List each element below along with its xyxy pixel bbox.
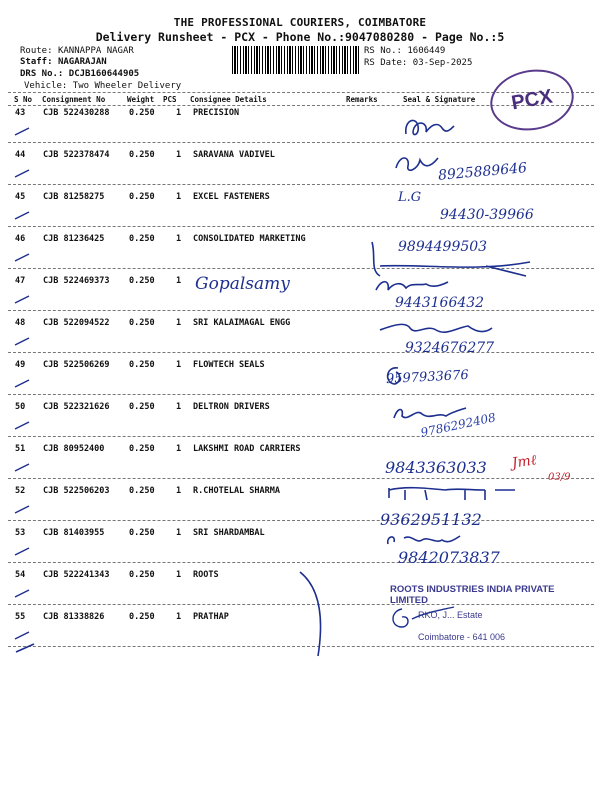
row-sno: 55	[15, 612, 26, 622]
signature-mark-44	[392, 150, 442, 176]
row-consignee: LAKSHMI ROAD CARRIERS	[193, 444, 301, 454]
row-consignee: SARAVANA VADIVEL	[193, 150, 275, 160]
runsheet-subtitle: Delivery Runsheet - PCX - Phone No.:9047080280 - Page No.:5	[95, 30, 505, 44]
row-sno: 47	[15, 276, 26, 286]
signature-mark-48	[376, 320, 496, 342]
tick-mark-bottom	[14, 640, 36, 654]
phone-handwritten-50: 9786292408	[419, 410, 497, 440]
delivery-tick-mark	[14, 294, 30, 304]
row-weight: 0.250	[129, 234, 155, 244]
delivery-tick-mark	[14, 420, 30, 430]
table-row	[0, 528, 600, 570]
row-sno: 45	[15, 192, 26, 202]
row-consignee: FLOWTECH SEALS	[193, 360, 265, 370]
drs-value: DCJB160644905	[68, 69, 140, 79]
vehicle-value: Two Wheeler Delivery	[72, 81, 182, 91]
row-pcs: 1	[176, 360, 182, 370]
col-pcs: PCS	[163, 95, 177, 104]
phone-handwritten-49: 9597933676	[385, 367, 470, 388]
table-row	[0, 276, 600, 318]
row-consignment-no: CJB 522241343	[43, 570, 110, 580]
row-consignee: SRI KALAIMAGAL ENGG	[193, 318, 291, 328]
staff-line: Staff: NAGARAJAN	[20, 57, 107, 67]
red-date-51: 03/9	[548, 472, 571, 483]
rs-no-line: RS No.: 1606449	[364, 46, 446, 56]
row-separator	[8, 310, 594, 311]
row-sno: 49	[15, 360, 26, 370]
row-weight: 0.250	[129, 150, 155, 160]
row-pcs: 1	[176, 612, 182, 622]
col-consignment: Consignment No	[42, 95, 106, 104]
phone-handwritten-45: 94430-39966	[440, 207, 534, 223]
rs-date-line: RS Date: 03-Sep-2025	[364, 58, 473, 68]
delivery-tick-mark	[14, 168, 30, 178]
route-value: KANNAPPA NAGAR	[57, 46, 134, 56]
row-weight: 0.250	[129, 318, 155, 328]
table-row	[0, 318, 600, 360]
signature-mark-45: L.G	[398, 190, 422, 205]
row-separator	[8, 520, 594, 521]
row-pcs: 1	[176, 276, 182, 286]
row-consignee: EXCEL FASTENERS	[193, 192, 270, 202]
route-line: Route: KANNAPPA NAGAR	[20, 46, 134, 56]
company-title: THE PROFESSIONAL COURIERS, COIMBATORE	[173, 16, 427, 29]
delivery-tick-mark	[14, 378, 30, 388]
row-separator	[8, 478, 594, 479]
pcx-stamp: PCX	[485, 63, 578, 137]
row-consignment-no: CJB 81338826	[43, 612, 105, 622]
row-sno: 53	[15, 528, 26, 538]
row-pcs: 1	[176, 444, 182, 454]
row-separator	[8, 352, 594, 353]
row-pcs: 1	[176, 192, 182, 202]
row-weight: 0.250	[129, 360, 155, 370]
brace-mark	[290, 568, 340, 658]
row-pcs: 1	[176, 234, 182, 244]
row-sno: 43	[15, 108, 26, 118]
row-consignment-no: CJB 522506269	[43, 360, 110, 370]
col-remarks: Remarks	[346, 95, 378, 104]
row-weight: 0.250	[129, 192, 155, 202]
row-pcs: 1	[176, 318, 182, 328]
row-separator	[8, 184, 594, 185]
col-sno: S No	[14, 95, 33, 104]
table-row	[0, 444, 600, 486]
staff-value: NAGARAJAN	[57, 57, 107, 67]
row-consignee: R.CHOTELAL SHARMA	[193, 486, 280, 496]
row-consignment-no: CJB 522321626	[43, 402, 110, 412]
delivery-tick-mark	[14, 210, 30, 220]
roots-signature	[388, 605, 458, 631]
row-pcs: 1	[176, 402, 182, 412]
phone-handwritten-54: 9842073837	[398, 548, 500, 567]
row-consignee: SRI SHARDAMBAL	[193, 528, 265, 538]
delivery-tick-mark	[14, 546, 30, 556]
row-pcs: 1	[176, 570, 182, 580]
row-separator	[8, 142, 594, 143]
roots-stamp-line2: RKO, J... Estate	[418, 610, 483, 620]
row-pcs: 1	[176, 108, 182, 118]
row-weight: 0.250	[129, 108, 155, 118]
roots-stamp-line1: ROOTS INDUSTRIES INDIA PRIVATE LIMITED	[390, 584, 555, 606]
delivery-tick-mark	[14, 462, 30, 472]
vehicle-line: Vehicle: Two Wheeler Delivery	[24, 81, 182, 91]
row-weight: 0.250	[129, 486, 155, 496]
row-consignee: ROOTS	[193, 570, 219, 580]
row-consignment-no: CJB 522469373	[43, 276, 110, 286]
delivery-tick-mark	[14, 336, 30, 346]
row-consignment-no: CJB 81403955	[43, 528, 105, 538]
row-consignment-no: CJB 522430288	[43, 108, 110, 118]
row-consignee: PRECISION	[193, 108, 240, 118]
delivery-tick-mark	[14, 504, 30, 514]
delivery-tick-mark	[14, 588, 30, 598]
row-sno: 50	[15, 402, 26, 412]
row-weight: 0.250	[129, 570, 155, 580]
rs-no-value: 1606449	[407, 46, 446, 56]
row-weight: 0.250	[129, 444, 155, 454]
col-weight: Weight	[127, 95, 155, 104]
handwritten-consignee-name: Gopalsamy	[195, 274, 290, 294]
row-separator	[8, 394, 594, 395]
row-sno: 46	[15, 234, 26, 244]
red-signature-51: Jmℓ	[510, 452, 538, 472]
phone-handwritten-44: 8925889646	[437, 160, 528, 184]
row-consignment-no: CJB 81258275	[43, 192, 105, 202]
row-consignee: PRATHAP	[193, 612, 229, 622]
row-weight: 0.250	[129, 402, 155, 412]
delivery-tick-mark	[14, 630, 30, 640]
row-pcs: 1	[176, 486, 182, 496]
table-row	[0, 402, 600, 444]
phone-handwritten-47: 9443166432	[395, 295, 485, 311]
roots-stamp-line3: Coimbatore - 641 006	[418, 632, 506, 642]
delivery-tick-mark	[14, 252, 30, 262]
row-sno: 44	[15, 150, 26, 160]
delivery-tick-mark	[14, 126, 30, 136]
row-weight: 0.250	[129, 612, 155, 622]
row-consignment-no: CJB 81236425	[43, 234, 105, 244]
row-consignment-no: CJB 522378474	[43, 150, 110, 160]
signature-mark-43	[398, 112, 458, 144]
table-row	[0, 360, 600, 402]
row-consignment-no: CJB 522506203	[43, 486, 110, 496]
row-separator	[8, 436, 594, 437]
col-consignee: Consignee Details	[190, 95, 267, 104]
row-pcs: 1	[176, 528, 182, 538]
phone-handwritten-46: 9894499503	[398, 239, 488, 255]
barcode-image	[232, 46, 359, 74]
row-sno: 54	[15, 570, 26, 580]
row-weight: 0.250	[129, 528, 155, 538]
signature-mark-52	[385, 484, 525, 504]
row-consignee: CONSOLIDATED MARKETING	[193, 234, 306, 244]
row-sno: 52	[15, 486, 26, 496]
row-sno: 51	[15, 444, 26, 454]
phone-handwritten-53: 9362951132	[380, 510, 482, 529]
rs-date-value: 03-Sep-2025	[412, 58, 473, 68]
phone-handwritten-51: 9843363033	[385, 458, 487, 477]
phone-handwritten-48: 9324676277	[405, 340, 495, 356]
row-consignment-no: CJB 522094522	[43, 318, 110, 328]
row-consignment-no: CJB 80952400	[43, 444, 105, 454]
drs-line: DRS No.: DCJB160644905	[20, 69, 140, 79]
row-weight: 0.250	[129, 276, 155, 286]
col-seal-signature: Seal & Signature	[403, 95, 476, 104]
row-sno: 48	[15, 318, 26, 328]
row-consignee: DELTRON DRIVERS	[193, 402, 270, 412]
row-pcs: 1	[176, 150, 182, 160]
row-separator	[8, 562, 594, 563]
row-separator	[8, 226, 594, 227]
